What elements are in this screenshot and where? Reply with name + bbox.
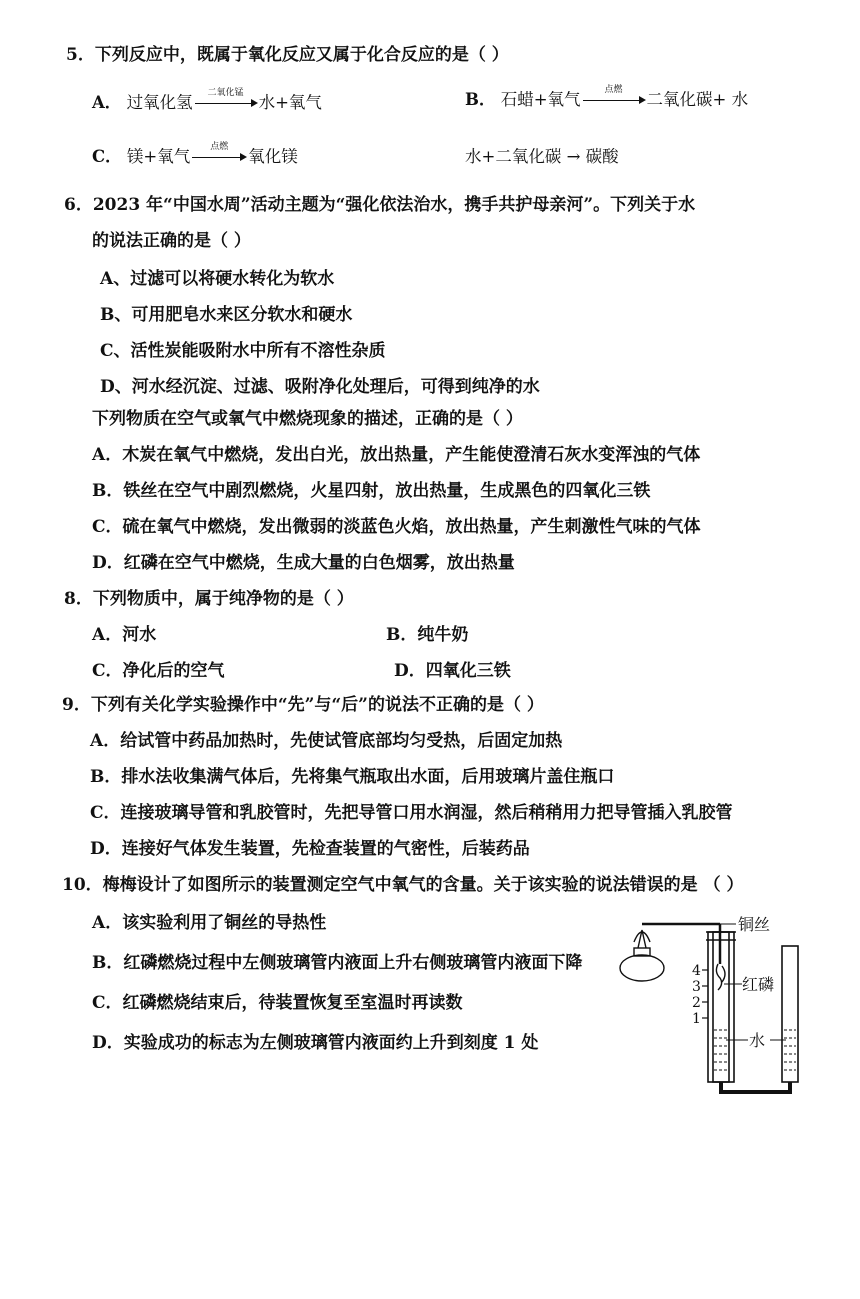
q9-option-a: A．给试管中药品加热时，先使试管底部均匀受热，后固定加热: [90, 731, 563, 751]
q5-option-a-condition: 二氧化锰: [207, 88, 244, 98]
q5-option-c-letter: C．: [92, 147, 122, 166]
q10-stem: 10．梅梅设计了如图所示的装置测定空气中氧气的含量。关于该实验的说法错误的是 （ ）: [62, 875, 744, 895]
q7-option-a: A．木炭在氧气中燃烧，发出白光，放出热量，产生能使澄清石灰水变浑浊的气体: [92, 445, 701, 465]
alcohol-lamp-icon: [620, 930, 664, 981]
phosphorus-flame-icon: [716, 964, 725, 990]
label-water: 水: [749, 1031, 766, 1050]
scale-label-2: 2: [692, 995, 701, 1011]
q5-option-b: [465, 85, 749, 111]
q5-option-c-condition: 点燃: [210, 142, 229, 152]
apparatus-diagram: [614, 912, 814, 1102]
q7-stem: 下列物质在空气或氧气中燃烧现象的描述，正确的是（ ）: [92, 409, 523, 429]
scale-label-4: 4: [692, 963, 701, 979]
rubber-tube-icon: [721, 1082, 790, 1092]
q8-option-a: A．河水: [92, 625, 157, 645]
scale-label-1: 1: [692, 1011, 701, 1027]
reaction-arrow-icon: [190, 142, 248, 168]
oxygen-measurement-apparatus: [614, 912, 814, 1102]
q10-option-d: D．实验成功的标志为左侧玻璃管内液面约上升到刻度 1 处: [92, 1033, 539, 1053]
q7-option-c: C．硫在氧气中燃烧，发出微弱的淡蓝色火焰，放出热量，产生刺激性气味的气体: [92, 517, 701, 537]
q9-stem: 9．下列有关化学实验操作中“先”与“后”的说法不正确的是（ ）: [62, 695, 544, 715]
q6-stem-line1: 6．2023 年“中国水周”活动主题为“强化依法治水，携手共护母亲河”。下列关于水: [64, 195, 696, 215]
left-tube-water: [714, 1030, 728, 1070]
q9-option-b: B．排水法收集满气体后，先将集气瓶取出水面，后用玻璃片盖住瓶口: [90, 767, 615, 787]
q6-option-d: D、河水经沉淀、过滤、吸附净化处理后，可得到纯净的水: [100, 377, 540, 397]
q7-option-d: D．红磷在空气中燃烧，生成大量的白色烟雾，放出热量: [92, 553, 515, 573]
q5-option-b-letter: B．: [465, 90, 496, 109]
q6-option-c: C、活性炭能吸附水中所有不溶性杂质: [100, 341, 386, 361]
q5-option-a-products: 水+氧气: [258, 93, 322, 112]
right-tube-water: [784, 1030, 796, 1070]
reaction-arrow-icon: [581, 85, 647, 111]
q5-option-c-products: 氧化镁: [248, 147, 298, 166]
q10-option-b: B．红磷燃烧过程中左侧玻璃管内液面上升右侧玻璃管内液面下降: [92, 953, 583, 973]
scale-ticks: [702, 970, 708, 1018]
q5-option-b-products: 二氧化碳+ 水: [646, 90, 749, 109]
q5-option-c: [92, 142, 298, 168]
q6-option-a: A、过滤可以将硬水转化为软水: [100, 269, 335, 289]
scale-label-3: 3: [692, 979, 701, 995]
label-copper-wire: 铜丝: [738, 915, 771, 934]
q10-option-c: C．红磷燃烧结束后，待装置恢复至室温时再读数: [92, 993, 463, 1013]
q8-option-c: C．净化后的空气: [92, 661, 225, 681]
q5-option-a: [92, 88, 322, 114]
q5-option-a-reactants: 过氧化氢: [126, 93, 193, 112]
label-red-phosphorus: 红磷: [742, 975, 775, 994]
q5-option-d: [465, 146, 619, 168]
q8-option-d: D．四氧化三铁: [394, 661, 511, 681]
q5-option-b-reactants: 石蜡+氧气: [500, 90, 581, 109]
q5-option-a-letter: A．: [92, 93, 122, 112]
q7-option-b: B．铁丝在空气中剧烈燃烧，火星四射，放出热量，生成黑色的四氧化三铁: [92, 481, 651, 501]
q6-option-b: B、可用肥皂水来区分软水和硬水: [100, 305, 353, 325]
q10-option-a: A．该实验利用了铜丝的导热性: [92, 913, 327, 933]
q8-stem: 8．下列物质中，属于纯净物的是（ ）: [64, 589, 354, 609]
q8-option-b: B．纯牛奶: [386, 625, 469, 645]
q9-option-d: D．连接好气体发生装置，先检查装置的气密性，后装药品: [90, 839, 530, 859]
q5-stem: 5．下列反应中，既属于氧化反应又属于化合反应的是（ ）: [66, 45, 509, 65]
q6-stem-line2: 的说法正确的是（ ）: [92, 231, 251, 251]
q5-option-d-text: 水+二氧化碳 → 碳酸: [465, 147, 619, 166]
q5-option-b-condition: 点燃: [604, 85, 623, 95]
reaction-arrow-icon: [193, 88, 259, 114]
q5-option-c-reactants: 镁+氧气: [126, 147, 191, 166]
q9-option-c: C．连接玻璃导管和乳胶管时，先把导管口用水润湿，然后稍稍用力把导管插入乳胶管: [90, 803, 733, 823]
